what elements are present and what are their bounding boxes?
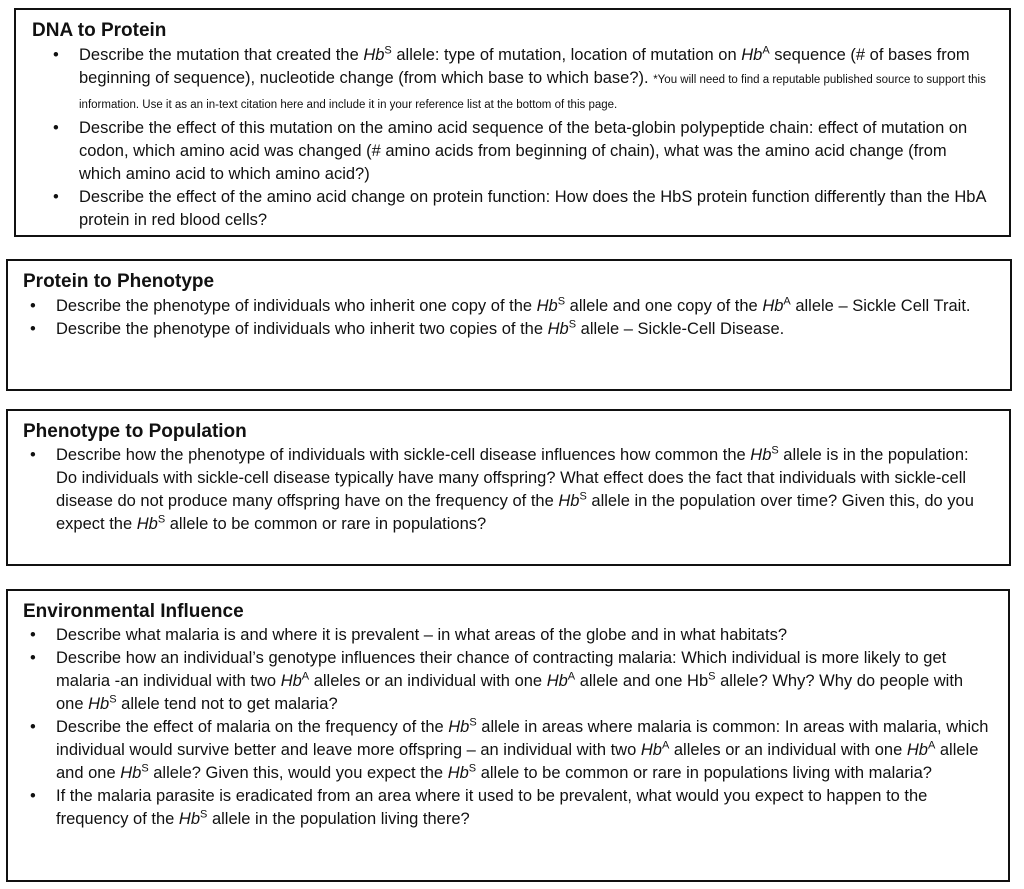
section-title: Environmental Influence xyxy=(23,601,244,622)
bullet-icon: • xyxy=(53,46,59,64)
list-item: • Describe what malaria is and where it is prevalent – in what areas of the globe and in what habitats? xyxy=(56,624,992,647)
bullet-icon: • xyxy=(30,446,36,464)
list-item: • Describe the effect of the amino acid change on protein function: How does the HbS protein function differently than the HbA protein in red blood cells? xyxy=(53,188,986,229)
bullet-list xyxy=(30,624,992,831)
section-title: Protein to Phenotype xyxy=(23,271,215,292)
section-dna-to-protein xyxy=(14,8,1011,237)
list-item: • If the malaria parasite is eradicated from an area where it used to be prevalent, what would you expect to happen to the frequency of the $Hb^S$ allele in the population living there? xyxy=(30,787,928,828)
section-title: DNA to Protein xyxy=(32,20,167,41)
bullet-icon: • xyxy=(30,320,36,338)
list-item: • Describe the effect of malaria on the frequency of the $Hb^S$ allele in areas where malaria is common: In areas with malaria, which individual would survive better and leave more offspring – an individual with two $Hb^A$ alleles or an individual with one $Hb^A$ allele and one $Hb^S$ allele? Given this, would you expect the $Hb^S$ allele to be common or rare in populations living with malaria? xyxy=(30,716,989,782)
bullet-list xyxy=(53,44,989,232)
list-item: • Describe how an individual’s genotype influences their chance of contracting malaria: Which individual is more likely to get malaria -an individual with two $Hb^A$ alleles or an individual with one $Hb^A$ allele and one $Hb^S$ allele? Why? Why do people with one $Hb^S$ allele tend not to get malaria? xyxy=(30,649,964,713)
bullet-icon: • xyxy=(30,718,36,736)
list-item: • Describe the effect of this mutation on the amino acid sequence of the beta-globin polypeptide chain: effect of mutation on codon, which amino acid was changed (# amino acids from beginning of chain), what was the amino acid change (from which amino acid to which amino acid?) xyxy=(53,119,968,183)
list-item: • Describe the phenotype of individuals who inherit two copies of the $Hb^S$ allele – Sickle-Cell Disease. xyxy=(56,318,994,341)
bullet-icon: • xyxy=(30,626,36,644)
citation-note: *You will need to find a reputable published source to support this information. Use it as an in-text citation here and include it in your reference list at the bottom of this page. xyxy=(79,74,986,111)
section-title: Phenotype to Population xyxy=(23,421,247,442)
bullet-icon: • xyxy=(30,649,36,667)
section-protein-to-phenotype xyxy=(6,259,1012,391)
section-environmental-influence xyxy=(6,589,1010,882)
section-phenotype-to-population xyxy=(6,409,1011,566)
bullet-list xyxy=(30,295,994,341)
list-item: • Describe the phenotype of individuals who inherit one copy of the $Hb^S$ allele and one copy of the $Hb^A$ allele – Sickle Cell Trait. xyxy=(56,295,994,318)
list-item: • Describe the mutation that created the $Hb^S$ allele: type of mutation, location of mutation on $Hb^A$ sequence (# of bases from beginning of sequence), nucleotide change (from which base to which base?). *You will need to find a reputable published source to support this information. Use it as an in-text citation here and include it in your reference list at the bottom of this page. xyxy=(53,44,986,111)
bullet-icon: • xyxy=(53,188,59,206)
bullet-icon: • xyxy=(30,297,36,315)
bullet-icon: • xyxy=(30,787,36,805)
bullet-list xyxy=(30,444,993,536)
bullet-icon: • xyxy=(53,119,59,137)
list-item: • Describe how the phenotype of individuals with sickle-cell disease influences how common the $Hb^S$ allele is in the population: Do individuals with sickle-cell disease typically have many offspring? What effect does the fact that individuals with sickle-cell disease do not produce many offspring have on the frequency of the $Hb^S$ allele in the population over time? Given this, do you expect the $Hb^S$ allele to be common or rare in populations? xyxy=(30,444,974,533)
